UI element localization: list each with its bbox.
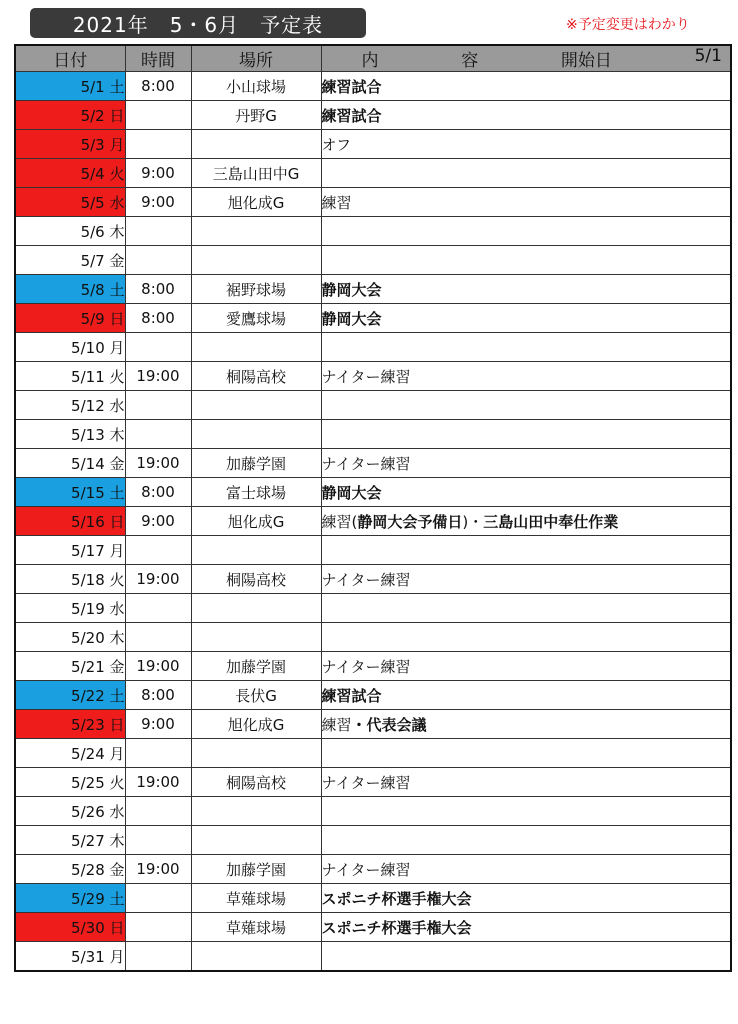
time-cell: 8:00: [125, 72, 191, 101]
time-cell: [125, 246, 191, 275]
content-cell: [321, 739, 731, 768]
table-row: [15, 420, 731, 449]
place-cell: 裾野球場: [191, 275, 321, 304]
time-cell: [125, 942, 191, 972]
time-cell: [125, 217, 191, 246]
date-cell: 5/5 水: [15, 188, 125, 217]
time-cell: [125, 739, 191, 768]
table-row: [15, 710, 731, 739]
table-row: [15, 536, 731, 565]
content-cell: [321, 565, 731, 594]
time-cell: [125, 826, 191, 855]
content-cell: [321, 942, 731, 972]
date-cell: 5/23 日: [15, 710, 125, 739]
date-cell: 5/8 土: [15, 275, 125, 304]
time-cell: [125, 594, 191, 623]
content-cell: [321, 188, 731, 217]
table-row: [15, 681, 731, 710]
content-cell: [321, 855, 731, 884]
date-cell: 5/12 水: [15, 391, 125, 420]
content-text: 練習(: [321, 512, 358, 531]
time-cell: [125, 391, 191, 420]
place-cell: [191, 217, 321, 246]
date-cell: 5/9 日: [15, 304, 125, 333]
date-cell: 5/20 木: [15, 623, 125, 652]
place-cell: 富士球場: [191, 478, 321, 507]
place-cell: [191, 246, 321, 275]
table-row: [15, 652, 731, 681]
place-cell: 桐陽高校: [191, 768, 321, 797]
date-cell: 5/17 月: [15, 536, 125, 565]
date-cell: 5/1 土: [15, 72, 125, 101]
content-text: スポニチ杯選手権大会: [321, 918, 472, 937]
content-text: )・: [462, 512, 484, 531]
place-cell: [191, 420, 321, 449]
header-start-label: 開始日: [560, 51, 612, 71]
time-cell: [125, 797, 191, 826]
table-row: [15, 333, 731, 362]
table-row: [15, 826, 731, 855]
place-cell: [191, 623, 321, 652]
time-cell: 8:00: [125, 478, 191, 507]
place-cell: 旭化成G: [191, 507, 321, 536]
content-cell: [321, 275, 731, 304]
date-cell: 5/4 火: [15, 159, 125, 188]
header-content-b: 容: [461, 51, 479, 71]
header-start-value: 5/1: [694, 46, 722, 66]
content-text: ナイター練習: [321, 367, 411, 386]
time-cell: 9:00: [125, 159, 191, 188]
content-cell: [321, 652, 731, 681]
table-row: [15, 913, 731, 942]
date-cell: 5/16 日: [15, 507, 125, 536]
place-cell: 加藤学園: [191, 855, 321, 884]
header-place: 場所: [191, 45, 321, 72]
date-cell: 5/18 火: [15, 565, 125, 594]
content-cell: [321, 913, 731, 942]
content-cell: [321, 507, 731, 536]
date-cell: 5/22 土: [15, 681, 125, 710]
table-row: [15, 739, 731, 768]
time-cell: 9:00: [125, 507, 191, 536]
date-cell: 5/7 金: [15, 246, 125, 275]
time-cell: 9:00: [125, 188, 191, 217]
table-row: [15, 391, 731, 420]
time-cell: [125, 623, 191, 652]
content-cell: [321, 681, 731, 710]
date-cell: 5/19 水: [15, 594, 125, 623]
date-cell: 5/6 木: [15, 217, 125, 246]
date-cell: 5/31 月: [15, 942, 125, 972]
date-cell: 5/2 日: [15, 101, 125, 130]
time-cell: [125, 130, 191, 159]
content-text: 静岡大会: [321, 280, 382, 299]
content-cell: [321, 536, 731, 565]
place-cell: [191, 130, 321, 159]
content-cell: [321, 449, 731, 478]
content-text: 練習試合: [321, 686, 382, 705]
header-row: [15, 45, 731, 72]
header-content-a: 内: [361, 51, 379, 71]
time-cell: [125, 420, 191, 449]
content-text: ナイター練習: [321, 657, 411, 676]
content-cell: [321, 391, 731, 420]
place-cell: 加藤学園: [191, 449, 321, 478]
content-text: 三島山田中奉仕作業: [483, 512, 619, 531]
date-cell: 5/26 水: [15, 797, 125, 826]
table-row: [15, 130, 731, 159]
table-row: [15, 942, 731, 972]
date-cell: 5/3 月: [15, 130, 125, 159]
content-cell: [321, 130, 731, 159]
table-row: [15, 101, 731, 130]
table-row: [15, 188, 731, 217]
time-cell: 8:00: [125, 681, 191, 710]
content-text: ナイター練習: [321, 570, 411, 589]
content-text: ・代表会議: [351, 715, 427, 734]
content-text: ナイター練習: [321, 860, 411, 879]
content-cell: [321, 304, 731, 333]
content-cell: [321, 159, 731, 188]
place-cell: [191, 391, 321, 420]
place-cell: 草薙球場: [191, 884, 321, 913]
schedule-table: [14, 44, 732, 972]
date-cell: 5/28 金: [15, 855, 125, 884]
time-cell: 19:00: [125, 449, 191, 478]
place-cell: 桐陽高校: [191, 565, 321, 594]
time-cell: 19:00: [125, 565, 191, 594]
table-row: [15, 217, 731, 246]
content-text: 練習: [321, 193, 352, 212]
content-text: ナイター練習: [321, 773, 411, 792]
content-text: 静岡大会予備日: [357, 512, 463, 531]
content-text: 練習: [321, 715, 352, 734]
table-row: [15, 478, 731, 507]
content-cell: [321, 333, 731, 362]
place-cell: 加藤学園: [191, 652, 321, 681]
header-content: [321, 45, 731, 72]
place-cell: [191, 739, 321, 768]
table-row: [15, 304, 731, 333]
content-cell: [321, 362, 731, 391]
time-cell: [125, 913, 191, 942]
place-cell: 丹野G: [191, 101, 321, 130]
date-cell: 5/10 月: [15, 333, 125, 362]
table-row: [15, 362, 731, 391]
table-row: [15, 623, 731, 652]
content-cell: [321, 710, 731, 739]
header-date: 日付: [15, 45, 125, 72]
content-cell: [321, 101, 731, 130]
content-cell: [321, 768, 731, 797]
place-cell: 長伏G: [191, 681, 321, 710]
table-row: [15, 565, 731, 594]
content-text: ナイター練習: [321, 454, 411, 473]
date-cell: 5/21 金: [15, 652, 125, 681]
table-row: [15, 797, 731, 826]
content-cell: [321, 797, 731, 826]
content-text: 静岡大会: [321, 483, 382, 502]
date-cell: 5/27 木: [15, 826, 125, 855]
place-cell: 旭化成G: [191, 188, 321, 217]
table-row: [15, 507, 731, 536]
place-cell: 桐陽高校: [191, 362, 321, 391]
place-cell: [191, 536, 321, 565]
content-cell: [321, 884, 731, 913]
content-cell: [321, 246, 731, 275]
place-cell: 愛鷹球場: [191, 304, 321, 333]
place-cell: [191, 333, 321, 362]
content-cell: [321, 217, 731, 246]
time-cell: 19:00: [125, 652, 191, 681]
content-cell: [321, 594, 731, 623]
content-text: 練習試合: [321, 77, 382, 96]
content-cell: [321, 623, 731, 652]
table-row: [15, 768, 731, 797]
content-text: スポニチ杯選手権大会: [321, 889, 472, 908]
place-cell: [191, 797, 321, 826]
time-cell: 8:00: [125, 304, 191, 333]
date-cell: 5/11 火: [15, 362, 125, 391]
place-cell: [191, 594, 321, 623]
date-cell: 5/15 土: [15, 478, 125, 507]
time-cell: 19:00: [125, 768, 191, 797]
content-cell: [321, 826, 731, 855]
date-cell: 5/25 火: [15, 768, 125, 797]
content-cell: [321, 72, 731, 101]
time-cell: [125, 884, 191, 913]
table-row: [15, 159, 731, 188]
date-cell: 5/24 月: [15, 739, 125, 768]
table-row: [15, 72, 731, 101]
table-row: [15, 884, 731, 913]
place-cell: [191, 942, 321, 972]
time-cell: 9:00: [125, 710, 191, 739]
table-row: [15, 449, 731, 478]
place-cell: 小山球場: [191, 72, 321, 101]
date-cell: 5/29 土: [15, 884, 125, 913]
place-cell: 三島山田中G: [191, 159, 321, 188]
date-cell: 5/14 金: [15, 449, 125, 478]
date-cell: 5/13 木: [15, 420, 125, 449]
page-title: 2021年 5・6月 予定表: [30, 8, 366, 38]
content-cell: [321, 420, 731, 449]
place-cell: [191, 826, 321, 855]
date-cell: 5/30 日: [15, 913, 125, 942]
table-row: [15, 246, 731, 275]
time-cell: 19:00: [125, 362, 191, 391]
time-cell: [125, 333, 191, 362]
content-text: 練習試合: [321, 106, 382, 125]
header-time: 時間: [125, 45, 191, 72]
time-cell: [125, 536, 191, 565]
table-row: [15, 855, 731, 884]
place-cell: 旭化成G: [191, 710, 321, 739]
time-cell: [125, 101, 191, 130]
content-text: 静岡大会: [321, 309, 382, 328]
content-text: オフ: [321, 135, 352, 154]
place-cell: 草薙球場: [191, 913, 321, 942]
table-row: [15, 594, 731, 623]
time-cell: 8:00: [125, 275, 191, 304]
content-cell: [321, 478, 731, 507]
schedule-change-note: ※予定変更はわかり: [566, 17, 690, 33]
time-cell: 19:00: [125, 855, 191, 884]
table-row: [15, 275, 731, 304]
